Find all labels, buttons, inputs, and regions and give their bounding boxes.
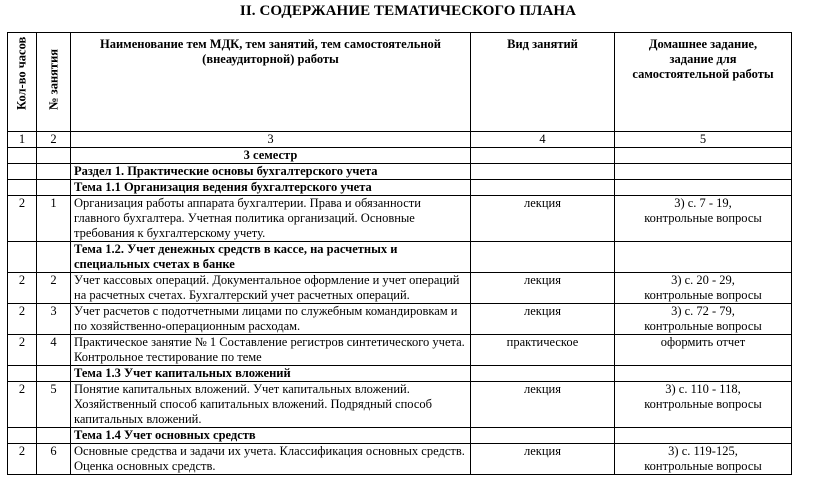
cell-homework: 3) с. 119-125, контрольные вопросы <box>615 444 792 475</box>
col-num: 1 <box>8 132 37 148</box>
col-num: 2 <box>37 132 71 148</box>
table-row <box>8 335 792 366</box>
table-row <box>8 382 792 428</box>
header-homework: Домашнее задание, задание для самостоятельной работы <box>615 33 792 132</box>
col-num: 5 <box>615 132 792 148</box>
topic-row <box>8 242 792 273</box>
cell-name: Понятие капитальных вложений. Учет капитальных вложений. Хозяйственный способ капитальных вложений. Подрядный способ капитальных вложений. <box>71 382 471 428</box>
cell-homework: 3) с. 7 - 19, контрольные вопросы <box>615 196 792 242</box>
header-lesson-type: Вид занятий <box>471 33 615 132</box>
topic-row <box>8 366 792 382</box>
table-row <box>8 273 792 304</box>
cell-hours: 2 <box>8 304 37 335</box>
header-hours: Кол-во часов <box>8 33 37 132</box>
cell-hours: 2 <box>8 382 37 428</box>
header-lesson-number: № занятия <box>37 33 71 132</box>
cell-name: Учет расчетов с подотчетными лицами по служебным командировкам и по хозяйственно-операционным расходам. <box>71 304 471 335</box>
cell-name: Учет кассовых операций. Документальное оформление и учет операций на расчетных счетах. Бухгалтерский учет расчетных операций. <box>71 273 471 304</box>
header-topic-name: Наименование тем МДК, тем занятий, тем самостоятельной (внеаудиторной) работы <box>71 33 471 132</box>
cell-type: практическое <box>471 335 615 366</box>
cell-homework: 3) с. 72 - 79, контрольные вопросы <box>615 304 792 335</box>
cell-name: Организация работы аппарата бухгалтерии. Права и обязанности главного бухгалтера. Учетная политика организаций. Основные требования к бухгалтерскому учету. <box>71 196 471 242</box>
cell-num: 4 <box>37 335 71 366</box>
cell-num: 3 <box>37 304 71 335</box>
semester-label: 3 семестр <box>71 148 471 164</box>
cell-name: Основные средства и задачи их учета. Классификация основных средств. Оценка основных средств. <box>71 444 471 475</box>
section-row <box>8 164 792 180</box>
column-number-row <box>8 132 792 148</box>
cell-type: лекция <box>471 444 615 475</box>
topic-title: Тема 1.1 Организация ведения бухгалтерского учета <box>71 180 471 196</box>
cell-num: 2 <box>37 273 71 304</box>
table-row <box>8 304 792 335</box>
cell-num: 5 <box>37 382 71 428</box>
header-row <box>8 33 792 132</box>
col-num: 3 <box>71 132 471 148</box>
cell-hours: 2 <box>8 335 37 366</box>
section-title: Раздел 1. Практические основы бухгалтерского учета <box>71 164 471 180</box>
cell-homework: 3) с. 20 - 29, контрольные вопросы <box>615 273 792 304</box>
cell-type: лекция <box>471 304 615 335</box>
cell-type: лекция <box>471 382 615 428</box>
table-row <box>8 196 792 242</box>
table-row <box>8 444 792 475</box>
cell-hours: 2 <box>8 196 37 242</box>
cell-type: лекция <box>471 196 615 242</box>
col-num: 4 <box>471 132 615 148</box>
cell-name: Практическое занятие № 1 Составление регистров синтетического учета. Контрольное тестирование по теме <box>71 335 471 366</box>
topic-row <box>8 428 792 444</box>
topic-row <box>8 180 792 196</box>
topic-title: Тема 1.4 Учет основных средств <box>71 428 471 444</box>
cell-homework: оформить отчет <box>615 335 792 366</box>
cell-num: 6 <box>37 444 71 475</box>
topic-title: Тема 1.3 Учет капитальных вложений <box>71 366 471 382</box>
cell-hours: 2 <box>8 444 37 475</box>
thematic-plan-table <box>7 32 792 475</box>
cell-num: 1 <box>37 196 71 242</box>
cell-type: лекция <box>471 273 615 304</box>
cell-hours: 2 <box>8 273 37 304</box>
topic-title: Тема 1.2. Учет денежных средств в кассе, на расчетных и специальных счетах в банке <box>71 242 471 273</box>
page-title: II. СОДЕРЖАНИЕ ТЕМАТИЧЕСКОГО ПЛАНА <box>239 3 577 19</box>
semester-row <box>8 148 792 164</box>
cell-homework: 3) с. 110 - 118, контрольные вопросы <box>615 382 792 428</box>
